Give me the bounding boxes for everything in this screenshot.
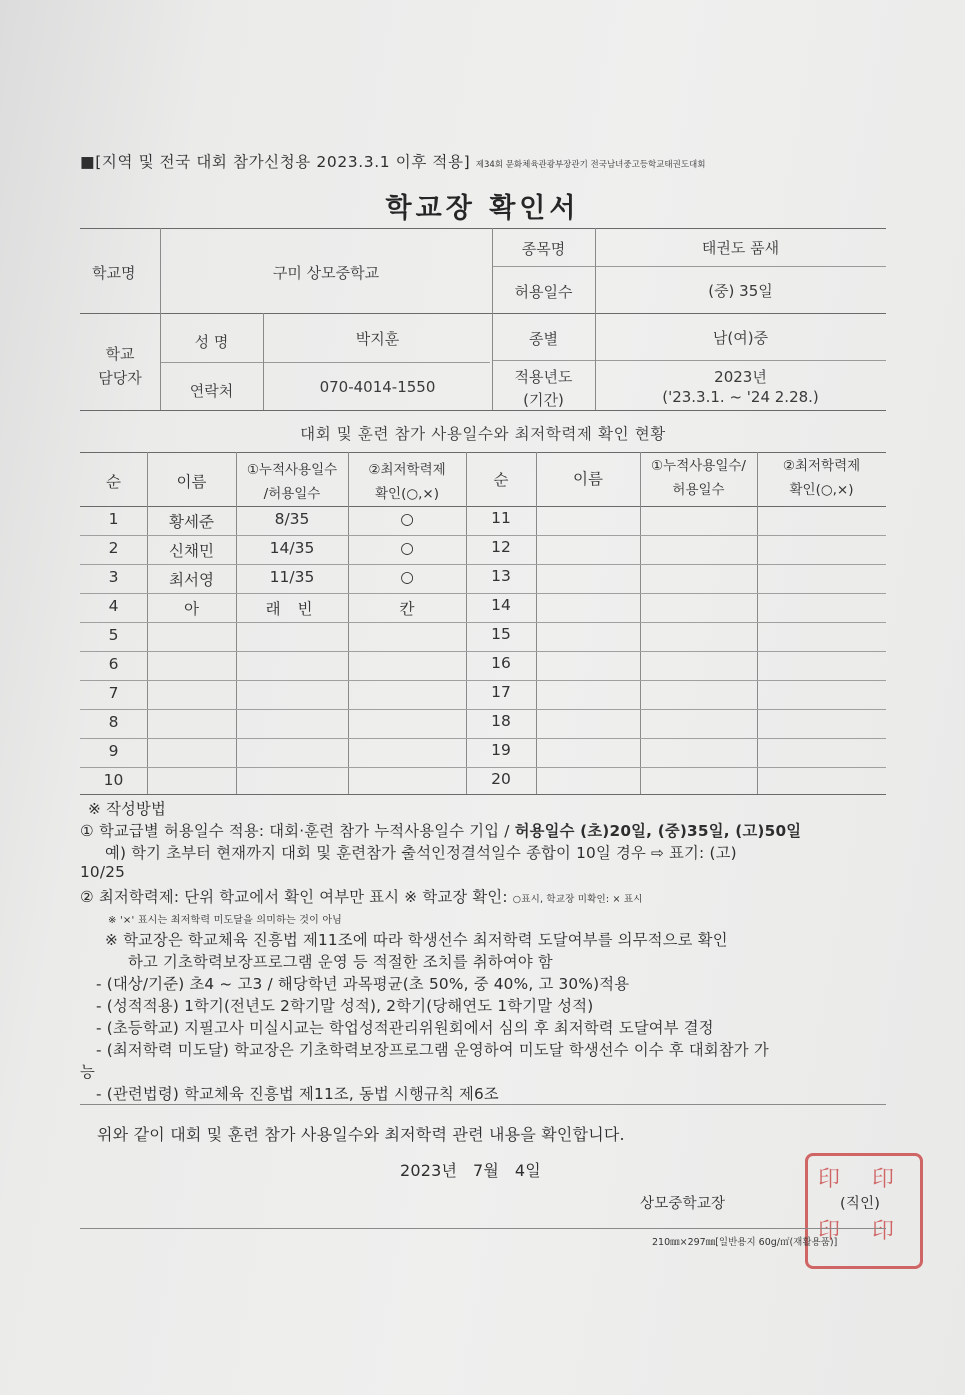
sport-label: 종목명 bbox=[521, 240, 566, 258]
seal-label: (직인) bbox=[840, 1196, 881, 1212]
row-divider bbox=[80, 680, 886, 681]
row-4-days: 래 빈 bbox=[265, 600, 319, 618]
note-bullet-4: - (최저학력 미도달) 학교장은 기초학력보장프로그램 운영하여 미도달 학생선수 이수 후 대회참가 가 bbox=[96, 1041, 769, 1059]
row-divider bbox=[80, 738, 886, 739]
row-divider bbox=[80, 767, 886, 768]
row-19-no: 19 bbox=[491, 741, 511, 759]
principal-title: 상모중학교장 bbox=[640, 1196, 726, 1212]
row-7-no: 7 bbox=[108, 684, 119, 702]
year-label: 적용년도 bbox=[514, 368, 573, 386]
note-2-text: ② 최저학력제: 단위 학교에서 확인 여부만 표시 ※ 학교장 확인: bbox=[80, 888, 513, 906]
paper-spec-footer: 210㎜×297㎜[일반용지 60g/㎡(재활용품)] bbox=[652, 1237, 838, 1248]
school-label: 학교명 bbox=[92, 264, 136, 282]
notes-heading: ※ 작성방법 bbox=[88, 800, 166, 818]
gender-value: 남(여)중 bbox=[712, 329, 769, 347]
header-days: ①누적사용일수 bbox=[246, 462, 338, 478]
row-1-name: 황세준 bbox=[169, 513, 214, 531]
row-11-no: 11 bbox=[491, 509, 511, 527]
table-caption: 대회 및 훈련 참가 사용일수와 최저학력제 확인 현황 bbox=[300, 425, 666, 443]
note-bullet-1: - (대상/기준) 초4 ~ 고3 / 해당학년 과목평균(초 50%, 중 40%, 고 30%)적용 bbox=[96, 975, 630, 993]
row-4-check: 칸 bbox=[399, 600, 415, 618]
year-value: 2023년 bbox=[714, 368, 767, 386]
header-no: 순 bbox=[106, 473, 121, 491]
row-20-no: 20 bbox=[491, 770, 511, 788]
year-label-2: (기간) bbox=[523, 391, 564, 409]
row-15-no: 15 bbox=[491, 625, 511, 643]
row-3-no: 3 bbox=[108, 568, 119, 586]
row-2-no: 2 bbox=[108, 539, 119, 557]
allowed-days-label: 허용일수 bbox=[514, 283, 573, 301]
note-1 bbox=[80, 819, 801, 841]
manager-label-2: 담당자 bbox=[98, 369, 142, 387]
note-3-line-1: ※ 학교장은 학교체육 진흥법 제11조에 따라 학생선수 최저학력 도달여부를 의무적으로 확인 bbox=[105, 931, 728, 949]
row-13-no: 13 bbox=[491, 567, 511, 585]
note-2-sub: ※ '×' 표시는 최저학력 미도달을 의미하는 것이 아님 bbox=[108, 915, 343, 926]
row-divider bbox=[80, 593, 886, 594]
event-name: 제34회 문화체육관광부장관기 전국남녀중고등학교태권도대회 bbox=[475, 160, 706, 170]
note-1-allowed-days: 허용일수 (초)20일, (중)35일, (고)50일 bbox=[514, 822, 802, 840]
header-name-right: 이름 bbox=[573, 470, 603, 488]
header-name: 이름 bbox=[176, 473, 207, 491]
header-days-right: ①누적사용일수/ bbox=[651, 458, 746, 474]
row-2-days: 14/35 bbox=[269, 539, 315, 557]
row-1-check: ○ bbox=[400, 510, 414, 528]
row-14-no: 14 bbox=[491, 596, 511, 614]
row-10-no: 10 bbox=[103, 771, 124, 789]
note-1-example: 예) 학기 초부터 현재까지 대회 및 훈련참가 출석인정결석일수 종합이 10일 경우 ⇨ 표기: (고) bbox=[105, 844, 737, 862]
row-divider bbox=[80, 535, 886, 536]
row-2-name: 신채민 bbox=[169, 542, 214, 560]
row-3-name: 최서영 bbox=[169, 571, 214, 589]
row-1-no: 1 bbox=[108, 510, 119, 528]
row-4-name: 아 bbox=[184, 600, 199, 618]
form-header-tag: ■[지역 및 전국 대회 참가신청용 2023.3.1 이후 적용] bbox=[80, 153, 471, 171]
note-bullet-5: - (관련법령) 학교체육 진흥법 제11조, 동법 시행규칙 제6조 bbox=[96, 1085, 499, 1103]
confirmation-date: 2023년 7월 4일 bbox=[400, 1161, 541, 1180]
header-no-right: 순 bbox=[493, 471, 509, 489]
form-header bbox=[80, 150, 705, 172]
allowed-days-value: (중) 35일 bbox=[708, 282, 773, 300]
row-8-no: 8 bbox=[108, 713, 119, 731]
row-divider bbox=[80, 622, 886, 623]
gender-label: 종별 bbox=[529, 330, 558, 348]
note-1-text: ① 학교급별 허용일수 적용: 대회·훈련 참가 누적사용일수 기입 / bbox=[80, 822, 515, 840]
row-1-days: 8/35 bbox=[274, 510, 310, 528]
row-16-no: 16 bbox=[491, 654, 511, 672]
note-1-example-2: 10/25 bbox=[80, 863, 126, 881]
row-6-no: 6 bbox=[108, 655, 119, 673]
header-days-2: /허용일수 bbox=[263, 486, 321, 502]
confirmation-statement: 위와 같이 대회 및 훈련 참가 사용일수와 최저학력 관련 내용을 확인합니다. bbox=[97, 1125, 625, 1144]
row-divider bbox=[80, 709, 886, 710]
page-title: 학교장 확인서 bbox=[385, 193, 580, 224]
note-bullet-4-cont: 능 bbox=[80, 1063, 95, 1081]
note-bullet-2: - (성적적용) 1학기(전년도 2학기말 성적), 2학기(당해연도 1학기말 성적) bbox=[96, 997, 594, 1015]
manager-label: 학교 bbox=[105, 345, 135, 363]
row-divider bbox=[80, 651, 886, 652]
contact-value: 070-4014-1550 bbox=[319, 378, 436, 396]
school-value: 구미 상모중학교 bbox=[272, 264, 380, 282]
header-grade-right: ②최저학력제 bbox=[782, 458, 861, 474]
row-3-check: ○ bbox=[400, 568, 414, 586]
official-seal: 印 印 印 印 bbox=[805, 1153, 923, 1269]
row-4-no: 4 bbox=[108, 597, 119, 615]
name-value: 박지훈 bbox=[355, 330, 400, 348]
note-3-line-2: 하고 기초학력보장프로그램 운영 등 적절한 조치를 취하여야 함 bbox=[128, 953, 553, 971]
header-grade-2: 확인(○,×) bbox=[375, 486, 439, 502]
row-12-no: 12 bbox=[491, 538, 511, 556]
row-2-check: ○ bbox=[400, 539, 414, 557]
row-divider bbox=[80, 564, 886, 565]
name-label: 성 명 bbox=[194, 333, 229, 351]
header-grade-right-2: 확인(○,×) bbox=[789, 482, 854, 498]
note-2 bbox=[80, 885, 643, 907]
row-3-days: 11/35 bbox=[269, 568, 315, 586]
row-17-no: 17 bbox=[491, 683, 511, 701]
row-5-no: 5 bbox=[108, 626, 119, 644]
period-value: ('23.3.1. ~ '24 2.28.) bbox=[662, 388, 819, 406]
note-bullet-3: - (초등학교) 지필고사 미실시교는 학업성적관리위원회에서 심의 후 최저학력 도달여부 결정 bbox=[96, 1019, 714, 1037]
contact-label: 연락처 bbox=[189, 382, 234, 400]
note-2-marks: ○표시, 학교장 미확인: × 표시 bbox=[512, 894, 643, 905]
header-days-right-2: 허용일수 bbox=[672, 482, 725, 498]
row-9-no: 9 bbox=[108, 742, 119, 760]
header-grade: ②최저학력제 bbox=[368, 462, 446, 478]
sport-value: 태권도 품새 bbox=[701, 239, 780, 257]
row-18-no: 18 bbox=[491, 712, 511, 730]
